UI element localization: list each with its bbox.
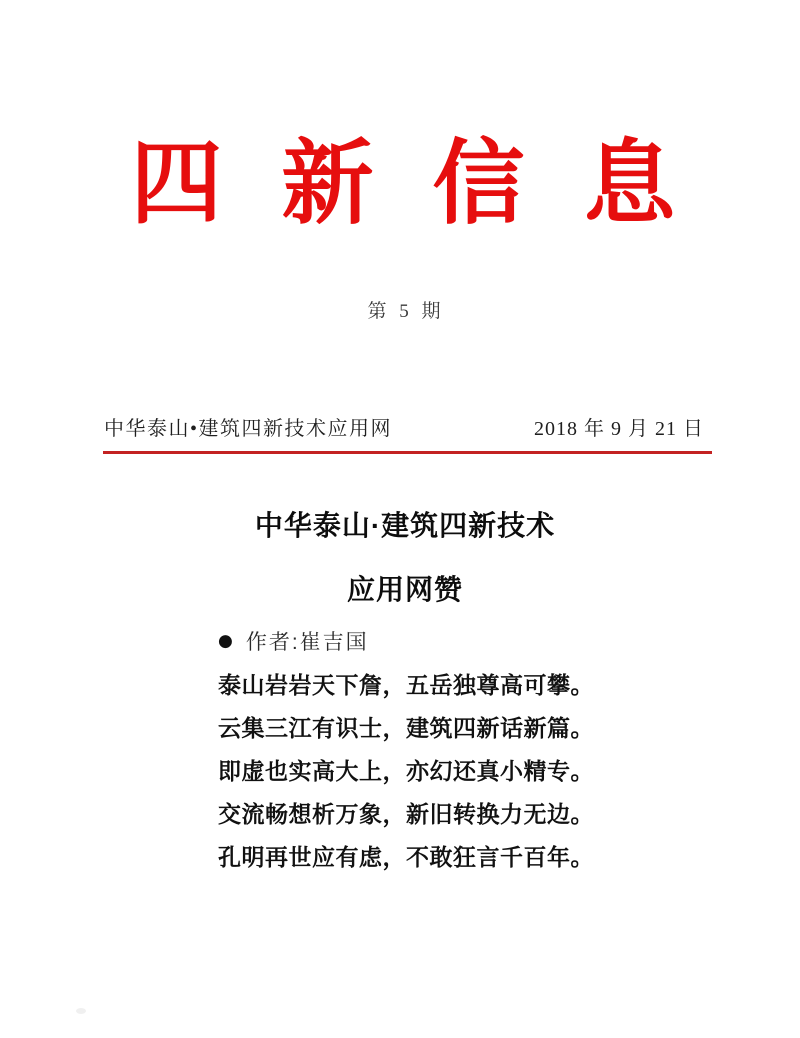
dateline — [104, 414, 704, 444]
issue-date: 2018 年 9 月 21 日 — [534, 418, 704, 440]
poem-line: 泰山岩岩天下詹，五岳独尊高可攀。 — [218, 673, 594, 698]
poem — [218, 664, 594, 879]
bullet-icon: ● — [218, 630, 233, 651]
scan-artifact — [76, 1008, 86, 1014]
red-divider-rule — [103, 451, 712, 454]
article-headline-line1: 中华泰山·建筑四新技术 — [254, 510, 556, 541]
article-headline-line2: 应用网赞 — [346, 574, 463, 605]
author-line — [218, 626, 369, 656]
poem-line: 交流畅想析万象，新旧转换力无边。 — [218, 802, 594, 827]
issue-number: 第 5 期 — [367, 301, 445, 322]
masthead-title: 四 新 信 息 — [130, 133, 694, 235]
poem-line: 即虚也实高大上，亦幻还真小精专。 — [218, 759, 594, 784]
site-name: 中华泰山•建筑四新技术应用网 — [104, 418, 393, 440]
poem-line: 孔明再世应有虑，不敢狂言千百年。 — [218, 845, 594, 870]
author-name: 作者:崔吉国 — [245, 631, 369, 654]
poem-line: 云集三江有识士，建筑四新话新篇。 — [218, 716, 594, 741]
